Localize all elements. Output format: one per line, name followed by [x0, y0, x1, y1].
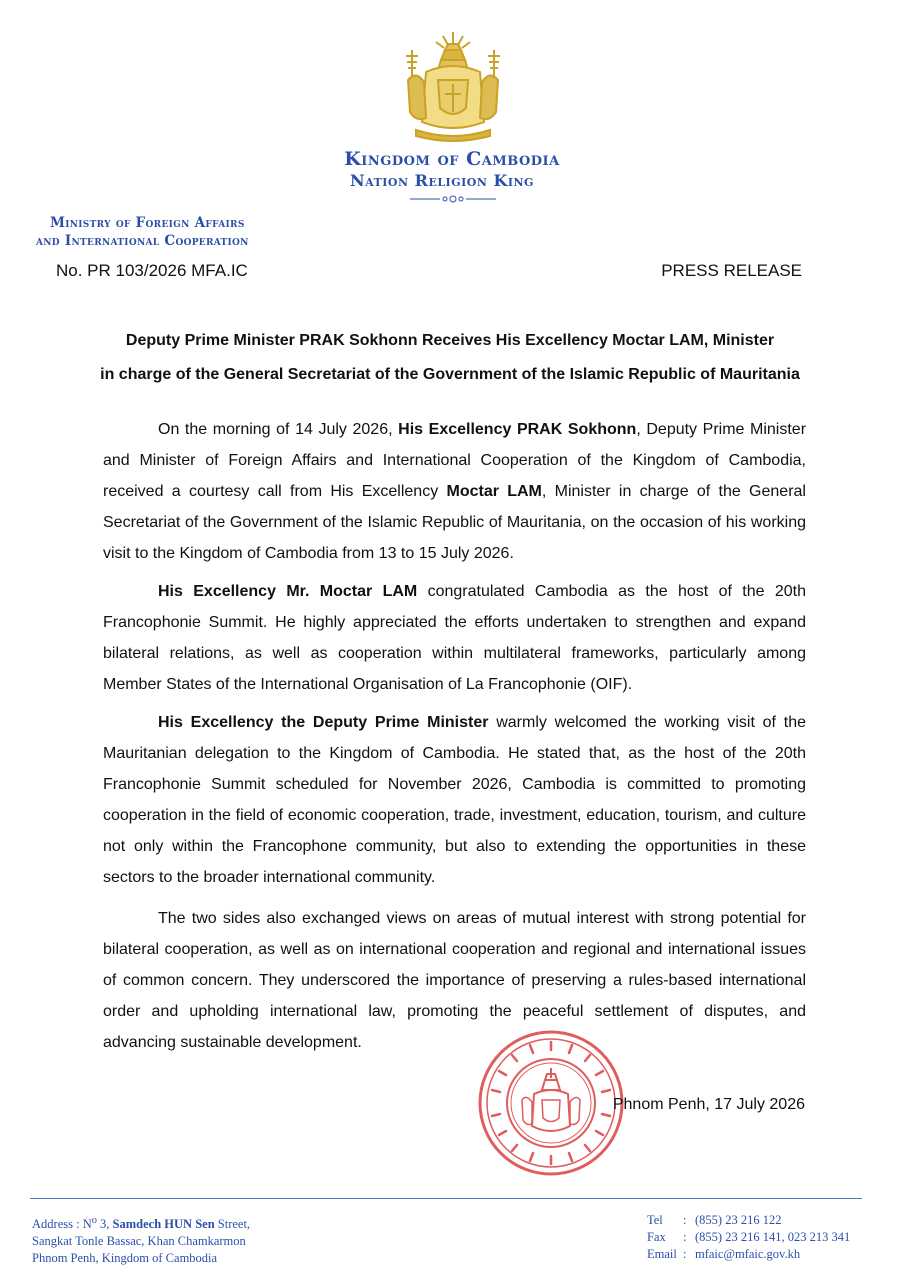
- press-release-title-line2: in charge of the General Secretariat of the Government of the Islamic Republic of Mauritania: [100, 366, 800, 383]
- document-type: PRESS RELEASE: [661, 261, 802, 280]
- reference-number: No. PR 103/2026 MFA.IC: [56, 261, 248, 280]
- address-line1: Address : $N^o$ 3, Samdech HUN Sen Street,: [32, 1215, 251, 1232]
- place-and-date: Phnom Penh, 17 July 2026: [612, 1096, 805, 1113]
- ministry-name-line2: and International Cooperation: [36, 233, 249, 249]
- footer-address: [32, 1212, 250, 1267]
- body-paragraph-1: On the morning of 14 July 2026, His Excellency PRAK Sokhonn, Deputy Prime Minister and Minister of Foreign Affairs and International Cooperation of the Kingdom of Cambodia, received a courtesy call from His Excellency Moctar LAM, Minister in charge of the General Secretariat of the Government of the Islamic Republic of Mauritania, on the occasion of his working visit to the Kingdom of Cambodia from 13 to 15 July 2026.: [103, 421, 807, 562]
- ministry-name-line1: Ministry of Foreign Affairs: [50, 215, 245, 231]
- body-paragraph-4: The two sides also exchanged views on areas of mutual interest with strong potential for bilateral cooperation, as well as on international cooperation and regional and international issues of common concern. They underscored the importance of preserving a rules-based international order and upholding international law, promoting the peaceful settlement of disputes, and advancing sustainable development.: [103, 910, 806, 1051]
- body-paragraph-2: His Excellency Mr. Moctar LAM congratulated Cambodia as the host of the 20th Francophonie Summit. He highly appreciated the efforts undertaken to strengthen and expand bilateral relations, as well as cooperation within multilateral frameworks, particularly among Member States of the International Organisation of La Francophonie (OIF).: [103, 583, 806, 693]
- address-line2: Sangkat Tonle Bassac, Khan Chamkarmon: [32, 1234, 246, 1249]
- royal-emblem-icon: [398, 30, 508, 145]
- contact-tel: Tel : (855) 23 216 122: [647, 1213, 782, 1227]
- kingdom-title: Kingdom of Cambodia: [344, 148, 560, 170]
- ministry-seal-stamp-icon: [476, 1028, 626, 1178]
- contact-fax: Fax : (855) 23 216 141, 023 213 341: [647, 1230, 851, 1244]
- email-link[interactable]: mfaic@mfaic.gov.kh: [695, 1247, 801, 1261]
- press-release-title-line1: Deputy Prime Minister PRAK Sokhonn Receives His Excellency Moctar LAM, Minister: [125, 332, 775, 349]
- body-paragraph-3: His Excellency the Deputy Prime Minister warmly welcomed the working visit of the Mauritanian delegation to the Kingdom of Cambodia. He stated that, as the host of the 20th Francophonie Summit scheduled for November 2026, Cambodia is committed to promoting cooperation in the field of economic cooperation, trade, investment, education, tourism, and culture not only within the Francophone community, but also to extending the opportunities in these sectors to the broader international community.: [103, 714, 807, 886]
- address-line3: Phnom Penh, Kingdom of Cambodia: [32, 1251, 218, 1266]
- footer-divider: [30, 1198, 862, 1199]
- contact-email: Email : mfaic@mfaic.gov.kh: [647, 1247, 801, 1261]
- divider-ornament-icon: [410, 193, 496, 205]
- footer-contacts: [647, 1212, 850, 1263]
- kingdom-motto: Nation Religion King: [350, 171, 534, 190]
